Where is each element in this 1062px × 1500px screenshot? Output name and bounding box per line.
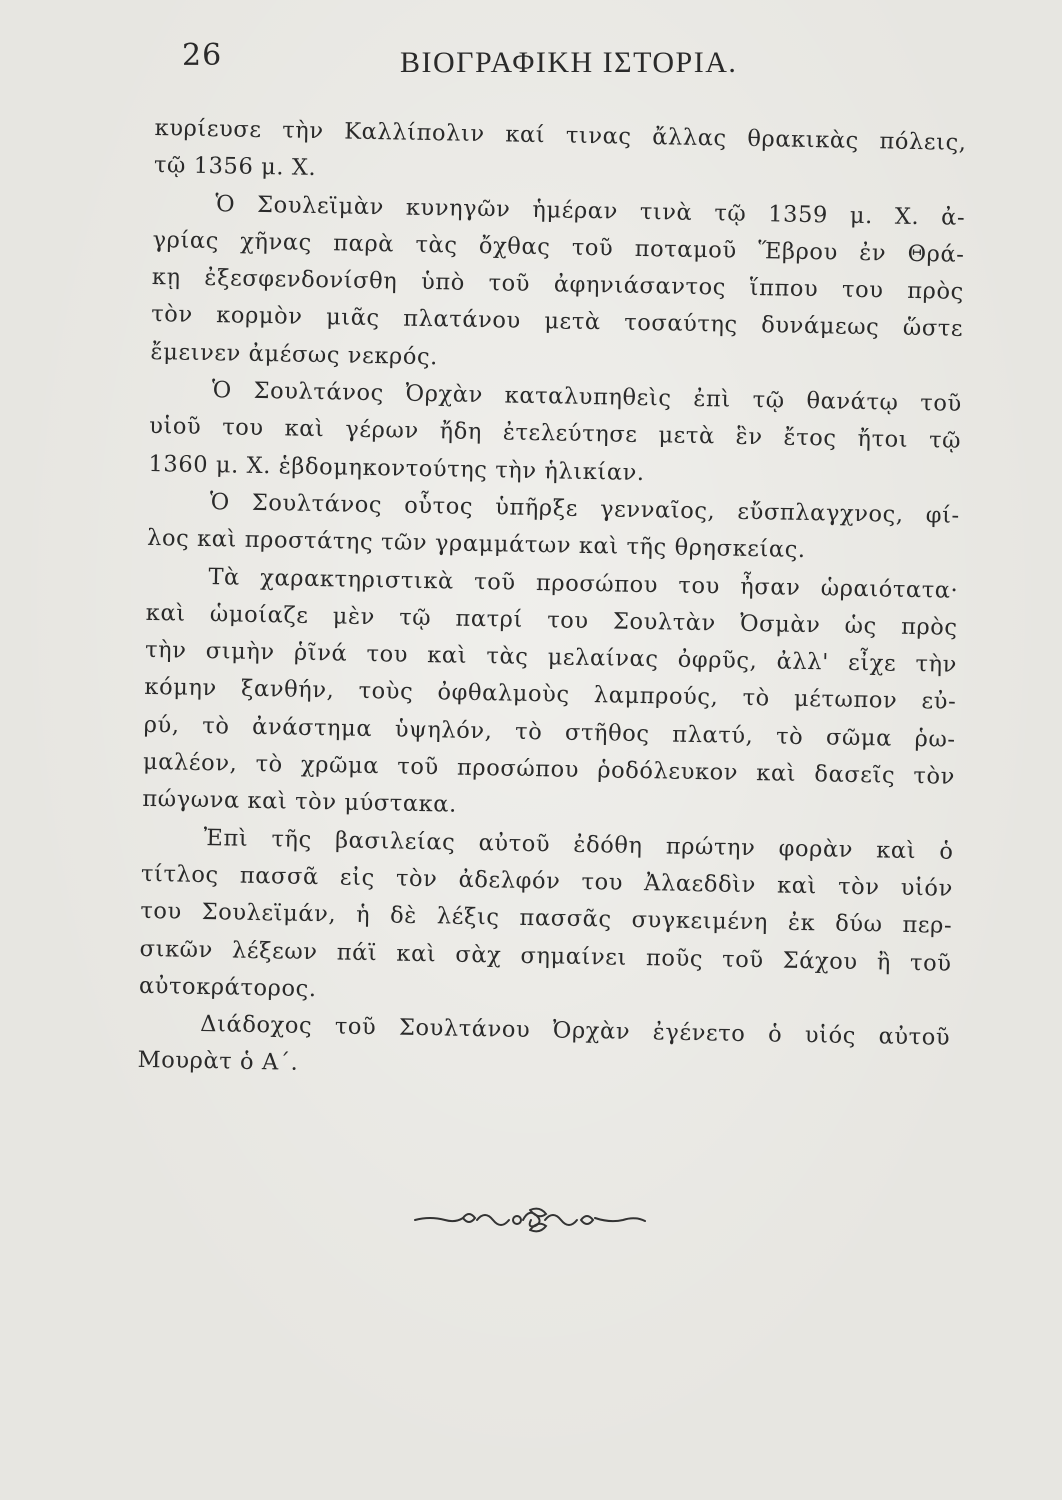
text-line: γρίας χῆνας παρὰ τὰς ὄχθας τοῦ ποταμοῦ Ἕβρου ἐν Θρά- xyxy=(152,226,965,268)
decorative-tailpiece-icon xyxy=(405,1202,655,1238)
running-title: ΒΙΟΓΡΑΦΙΚΗ ΙΣΤΟΡΙΑ. xyxy=(400,46,738,79)
text-line: Ὁ Σουλεϊμὰν κυνηγῶν ἡμέραν τινὰ τῷ 1359 μ. Χ. ἀ- xyxy=(215,190,966,231)
text-line: υἱοῦ του καὶ γέρων ἤδη ἐτελεύτησε μετὰ ἓν ἔτος ἤτοι τῷ xyxy=(148,413,962,455)
text-line: κυρίευσε τὴν Καλλίπολιν καί τινας ἄλλας θρακικὰς πόλεις, xyxy=(154,114,967,156)
text-line: σικῶν λέξεων πάϊ καὶ σὰχ σημαίνει ποῦς τοῦ Σάχου ἢ τοῦ xyxy=(139,935,952,977)
page-header xyxy=(150,38,970,88)
text-line: κῃ ἐξεσφενδονίσθη ὑπὸ τοῦ ἀφηνιάσαντος ἵππου του πρὸς xyxy=(151,264,965,306)
text-line: Τὰ χαρακτηριστικὰ τοῦ προσώπου του ἦσαν ὡραιότατα· xyxy=(208,563,959,604)
text-line: αὐτοκράτορος. xyxy=(138,972,317,1002)
text-line: λος καὶ προστάτης τῶν γραμμάτων καὶ τῆς θρησκείας. xyxy=(146,525,806,564)
text-line: Ἐπὶ τῆς βασιλείας αὐτοῦ ἐδόθη πρώτην φορὰν καὶ ὁ xyxy=(203,824,954,865)
text-line: Μουρὰτ ὁ Α΄. xyxy=(137,1047,299,1077)
text-line: του Σουλεϊμάν, ἡ δὲ λέξις πασσᾶς συγκειμένη ἐκ δύω περ- xyxy=(140,898,953,939)
text-line: καὶ ὡμοίαζε μὲν τῷ πατρί του Σουλτὰν Ὀσμὰν ὡς πρὸς xyxy=(145,599,958,641)
body-text xyxy=(137,110,967,1094)
text-line: μαλέον, τὸ χρῶμα τοῦ προσώπου ῥοδόλευκον καὶ δασεῖς τὸν xyxy=(142,748,956,790)
text-line: κόμην ξανθήν, τοὺς ὀφθαλμοὺς λαμπρούς, τὸ μέτωπον εὐ- xyxy=(144,674,957,716)
text-line: 1360 μ. Χ. ἑβδομηκοντούτης τὴν ἡλικίαν. xyxy=(148,450,645,486)
text-line: τὸν κορμὸν μιᾶς πλατάνου μετὰ τοσαύτης δυνάμεως ὥστε xyxy=(151,301,964,343)
text-line: πώγωνα καὶ τὸν μύστακα. xyxy=(142,786,458,818)
text-line: Ὁ Σουλτάνος οὗτος ὑπῆρξε γενναῖος, εὔσπλαγχνος, φί- xyxy=(209,489,960,529)
text-line: Διάδοχος τοῦ Σουλτάνου Ὀρχὰν ἐγένετο ὁ υἱός αὐτοῦ xyxy=(200,1011,951,1051)
text-line: τίτλος πασσᾶ εἰς τὸν ἀδελφόν του Ἀλαεδδὶν καὶ τὸν υἱόν xyxy=(140,860,954,902)
text-line: ρύ, τὸ ἀνάστημα ὑψηλόν, τὸ στῆθος πλατύ, τὸ σῶμα ῥω- xyxy=(143,711,956,753)
text-line: τῷ 1356 μ. Χ. xyxy=(153,152,317,182)
text-line: τὴν σιμὴν ῥῖνά του καὶ τὰς μελαίνας ὀφρῦς, ἀλλ' εἶχε τὴν xyxy=(144,637,958,678)
text-line: Ὁ Σουλτάνος Ὀρχὰν καταλυπηθεὶς ἐπὶ τῷ θανάτῳ τοῦ xyxy=(211,377,962,417)
text-line: ἔμεινεν ἀμέσως νεκρός. xyxy=(150,338,439,371)
page-number: 26 xyxy=(182,38,223,73)
